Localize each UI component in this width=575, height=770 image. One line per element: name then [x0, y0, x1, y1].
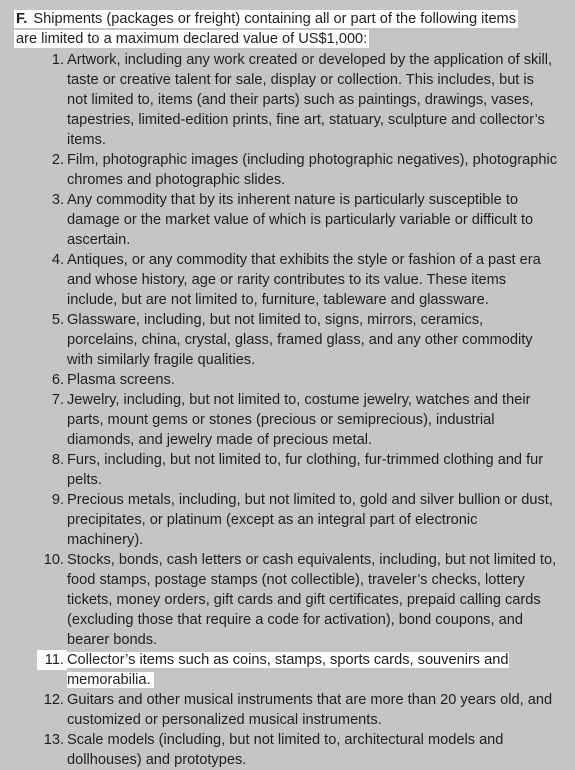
list-item-number: 3.: [51, 192, 64, 208]
restricted-items-list: [0, 50, 575, 770]
list-item-text: Glassware, including, but not limited to, signs, mirrors, ceramics, porcelains, china, crystal, glass, framed glass, and any other commodity with similarly fragile qualities.: [67, 312, 533, 368]
list-item-number: 2.: [51, 152, 64, 168]
list-item-text: Stocks, bonds, cash letters or cash equivalents, including, but not limited to, food stamps, postage stamps (not collectible), traveler’s checks, lottery tickets, money orders, gift cards and gift certificates, prepaid calling cards (excluding those that require a code for activation), bond coupons, and bearer bonds.: [67, 552, 557, 648]
list-item-text: Jewelry, including, but not limited to, costume jewelry, watches and their parts, mount gems or stones (precious or semiprecious), industrial diamonds, and jewelry made of precious metal.: [67, 392, 531, 448]
list-item: [0, 690, 557, 730]
list-item: [0, 450, 557, 490]
section-heading: [14, 9, 526, 49]
list-item-number: 11.: [37, 650, 67, 670]
list-item: [0, 310, 557, 370]
list-item: [0, 390, 557, 450]
list-item-number: 7.: [51, 392, 64, 408]
list-item-number: 4.: [51, 252, 64, 268]
list-item-text: Film, photographic images (including photographic negatives), photographic chromes and photographic slides.: [67, 152, 557, 188]
list-item: [0, 490, 557, 550]
list-item-number: 5.: [51, 312, 64, 328]
list-item-text: Artwork, including any work created or developed by the application of skill, taste or creative talent for sale, display or collection. This includes, but is not limited to, items (and their parts) such as paintings, drawings, vases, tapestries, limited-edition prints, fine art, statuary, sculpture and collector’s items.: [67, 52, 553, 148]
list-item-text: Any commodity that by its inherent nature is particularly susceptible to damage or the market value of which is particularly variable or difficult to ascertain.: [67, 192, 534, 248]
section-letter: F.: [16, 11, 28, 27]
list-item-number: 6.: [51, 372, 64, 388]
list-item-number: 8.: [51, 452, 64, 468]
list-item: [0, 190, 557, 250]
list-item-text: Guitars and other musical instruments that are more than 20 years old, and customized or personalized musical instruments.: [67, 692, 553, 728]
list-item-number: 10.: [43, 552, 64, 568]
list-item: [0, 550, 557, 650]
list-item-text: Collector’s items such as coins, stamps, sports cards, souvenirs and memorabilia.: [67, 652, 509, 688]
list-item-text: Furs, including, but not limited to, fur clothing, fur-trimmed clothing and fur pelts.: [67, 452, 544, 488]
section-heading-text: Shipments (packages or freight) containing all or part of the following items are limited to a maximum declared value of US$1,000:: [16, 11, 517, 47]
list-item-text: Precious metals, including, but not limited to, gold and silver bullion or dust, precipitates, or platinum (except as an integral part of electronic machinery).: [67, 492, 553, 548]
list-item-text: Antiques, or any commodity that exhibits the style or fashion of a past era and whose history, age or rarity contributes to its value. These items include, but are not limited to, furniture, tableware and glassware.: [67, 252, 541, 308]
list-item: [0, 50, 557, 150]
list-item-number: 13.: [43, 732, 64, 748]
list-item: [0, 250, 557, 310]
list-item: [0, 150, 557, 190]
list-item-number: 12.: [43, 692, 64, 708]
list-item: [0, 650, 557, 690]
list-item-text: Plasma screens.: [67, 372, 175, 388]
list-item-number: 1.: [51, 52, 64, 68]
list-item: [0, 370, 557, 390]
list-item-number: 9.: [51, 492, 64, 508]
list-item: [0, 730, 557, 770]
list-item-text: Scale models (including, but not limited to, architectural models and dollhouses) and prototypes.: [67, 732, 504, 768]
section-heading-highlight: [14, 10, 518, 48]
